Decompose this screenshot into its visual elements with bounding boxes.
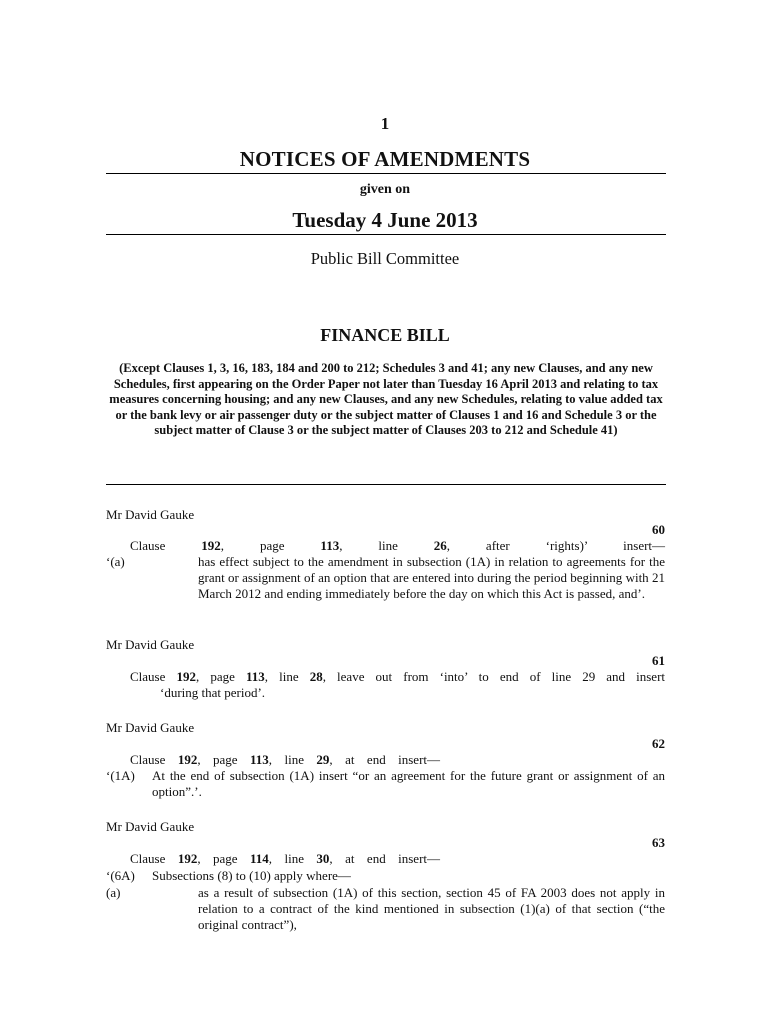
line-ref: 28 [309, 669, 323, 684]
insert-label: ‘(a) [106, 554, 125, 569]
amendment-member: Mr David Gauke [106, 637, 195, 652]
line-ref: 29 [316, 752, 330, 767]
amendment-reference: Clause 192, page 113, line 29, at end insert— [130, 752, 441, 767]
sub-paragraph-label: (a) [106, 885, 121, 900]
section-rule [106, 484, 666, 485]
page-ref: 113 [320, 538, 340, 553]
line-word: line [284, 851, 304, 866]
amendment-instruction: at end insert— [345, 851, 441, 866]
amendment-instruction: at end insert— [345, 752, 441, 767]
title-rule [106, 173, 666, 174]
amendment-number: 63 [652, 835, 665, 850]
amendment-reference: Clause 192, page 113, line 28, leave out from ‘into’ to end of line 29 and insert [130, 669, 666, 684]
line-word: line [284, 752, 304, 767]
sub-paragraph-text: as a result of subsection (1A) of this section, section 45 of FA 2003 does not apply in relation to a contract of the kind mentioned in subsection (1)(a) of that section (“the original contract”), [198, 885, 665, 932]
line-ref: 26 [433, 538, 447, 553]
line-word: line [279, 669, 299, 684]
amendment-reference: Clause 192, page 114, line 30, at end insert— [130, 851, 441, 866]
page-word: page [213, 851, 238, 866]
bill-name: FINANCE BILL [320, 325, 450, 345]
clause-number: 192 [176, 669, 196, 684]
page-word: page [259, 538, 285, 553]
line-ref: 30 [316, 851, 330, 866]
page-ref: 114 [250, 851, 269, 866]
page-word: page [210, 669, 235, 684]
page-ref: 113 [245, 669, 265, 684]
clause-number: 192 [201, 538, 221, 553]
clause-number: 192 [177, 851, 198, 866]
instruction-continuation: ‘during that period’. [160, 685, 266, 700]
document-title: NOTICES OF AMENDMENTS [239, 147, 531, 171]
amendment-member: Mr David Gauke [106, 720, 195, 735]
clause-number: 192 [177, 752, 198, 767]
clause-word: Clause [130, 669, 166, 684]
notice-date: Tuesday 4 June 2013 [292, 208, 478, 232]
bill-scope: (Except Clauses 1, 3, 16, 183, 184 and 200 to 212; Schedules 3 and 41; any new Clauses, and any new Schedules, first appearing on the Order Paper not later than Tuesday 16 April 2013 and relating to tax measures concerning housing; and any new Clauses, and any new Schedules, relating to value added tax or the bank levy or air passenger duty or the subject matter of Clauses 1 and 16 and Schedule 3 or the subject matter of Clause 3 or the subject matter of Clauses 203 to 212 and Schedule 41) [109, 361, 663, 438]
clause-word: Clause [130, 752, 166, 767]
insert-text: has effect subject to the amendment in subsection (1A) in relation to agreements for the grant or assignment of an option that are entered into during the period beginning with 21 March 2012 and ending immediately before the day on which this Act is passed, and’. [198, 554, 665, 601]
date-rule [106, 234, 666, 235]
page-ref: 113 [250, 752, 269, 767]
amendment-member: Mr David Gauke [106, 819, 195, 834]
amendment-number: 62 [652, 736, 665, 751]
given-on-label: given on [359, 182, 411, 197]
line-word: line [378, 538, 398, 553]
amendment-instruction: leave out from ‘into’ to end of line 29 and insert [337, 669, 666, 684]
insert-text: At the end of subsection (1A) insert “or an agreement for the future grant or assignment of an option”.’. [152, 768, 665, 799]
insert-label: ‘(6A) [106, 868, 135, 883]
insert-label: ‘(1A) [106, 768, 135, 783]
committee-name: Public Bill Committee [310, 249, 460, 268]
amendment-number: 61 [652, 653, 665, 668]
amendment-instruction: after ‘rights)’ insert— [485, 538, 666, 553]
amendment-number: 60 [652, 522, 665, 537]
clause-word: Clause [130, 851, 166, 866]
insert-text: Subsections (8) to (10) apply where— [152, 868, 351, 883]
amendment-reference: Clause 192, page 113, line 26, after ‘rights)’ insert— [130, 538, 666, 553]
amendment-member: Mr David Gauke [106, 507, 195, 522]
page-word: page [213, 752, 238, 767]
page-number: 1 [380, 114, 390, 133]
clause-word: Clause [130, 538, 166, 553]
